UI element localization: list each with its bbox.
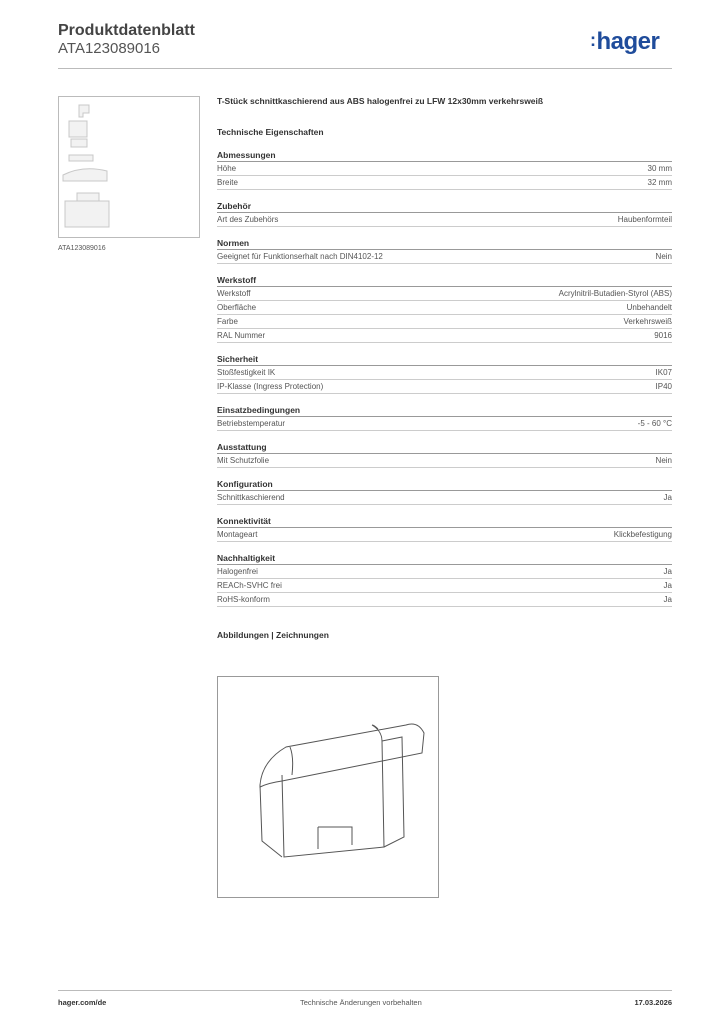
property-value: 30 mm (647, 164, 672, 173)
section-title: Nachhaltigkeit (217, 552, 672, 565)
property-row (217, 213, 672, 227)
property-label: Farbe (217, 317, 238, 326)
property-value: Klickbefestigung (613, 530, 672, 539)
section-title: Konnektivität (217, 515, 672, 528)
property-row (217, 565, 672, 579)
property-label: Art des Zubehörs (217, 215, 279, 224)
property-value: Nein (655, 456, 672, 465)
footer-website[interactable]: hager.com/de (58, 998, 107, 1007)
property-value: Ja (663, 567, 672, 576)
property-label: Mit Schutzfolie (217, 456, 270, 465)
logo-text: hager (596, 28, 660, 55)
section-title: Konfiguration (217, 478, 672, 491)
section-2 (217, 237, 672, 264)
property-value: Nein (655, 252, 672, 261)
property-value: Ja (663, 595, 672, 604)
property-label: Werkstoff (217, 289, 251, 298)
section-0 (217, 149, 672, 190)
section-4 (217, 353, 672, 394)
header-divider (58, 68, 672, 69)
product-parts-image (59, 97, 199, 237)
section-title: Zubehör (217, 200, 672, 213)
property-row (217, 454, 672, 468)
property-label: Halogenfrei (217, 567, 258, 576)
property-label: Stoßfestigkeit IK (217, 368, 276, 377)
property-value: Unbehandelt (626, 303, 672, 312)
t-piece-drawing (218, 677, 438, 897)
property-value: Ja (663, 581, 672, 590)
property-value: Acrylnitril-Butadien-Styrol (ABS) (558, 289, 672, 298)
property-value: 9016 (654, 331, 672, 340)
property-row (217, 329, 672, 343)
property-value: 32 mm (647, 178, 672, 187)
property-label: Höhe (217, 164, 237, 173)
property-row (217, 301, 672, 315)
property-label: Betriebstemperatur (217, 419, 286, 428)
section-title: Ausstattung (217, 441, 672, 454)
property-label: IP-Klasse (Ingress Protection) (217, 382, 324, 391)
property-value: -5 - 60 °C (637, 419, 672, 428)
property-label: Geeignet für Funktionserhalt nach DIN4102-12 (217, 252, 383, 261)
section-9 (217, 552, 672, 607)
product-drawing (217, 676, 439, 898)
section-3 (217, 274, 672, 343)
property-value: IK07 (655, 368, 672, 377)
property-row (217, 380, 672, 394)
property-value: Verkehrsweiß (623, 317, 672, 326)
figures-heading: Abbildungen | Zeichnungen (217, 630, 329, 640)
section-5 (217, 404, 672, 431)
property-label: Schnittkaschierend (217, 493, 285, 502)
property-row (217, 315, 672, 329)
property-row (217, 593, 672, 607)
section-7 (217, 478, 672, 505)
section-1 (217, 200, 672, 227)
property-value: Ja (663, 493, 672, 502)
property-row (217, 250, 672, 264)
footer-date: 17.03.2026 (634, 998, 672, 1007)
technical-properties-heading: Technische Eigenschaften (217, 127, 324, 137)
property-row (217, 287, 672, 301)
property-row (217, 417, 672, 431)
section-title: Sicherheit (217, 353, 672, 366)
product-thumbnail (58, 96, 200, 238)
article-number: ATA123089016 (58, 40, 161, 57)
property-label: Oberfläche (217, 303, 257, 312)
property-label: REACh-SVHC frei (217, 581, 282, 590)
property-row (217, 579, 672, 593)
property-value: Haubenformteil (617, 215, 672, 224)
footer-notice: Technische Änderungen vorbehalten (300, 998, 422, 1007)
property-row (217, 366, 672, 380)
section-title: Normen (217, 237, 672, 250)
property-label: RoHS-konform (217, 595, 270, 604)
document-title: Produktdatenblatt (58, 22, 195, 39)
property-label: Breite (217, 178, 238, 187)
property-label: RAL Nummer (217, 331, 266, 340)
main-content (217, 96, 672, 642)
section-title: Einsatzbedingungen (217, 404, 672, 417)
property-row (217, 528, 672, 542)
section-6 (217, 441, 672, 468)
product-description: T-Stück schnittkaschierend aus ABS halogenfrei zu LFW 12x30mm verkehrsweiß (217, 96, 544, 106)
thumbnail-caption: ATA123089016 (58, 245, 106, 252)
property-value: IP40 (655, 382, 672, 391)
section-title: Werkstoff (217, 274, 672, 287)
property-label: Montageart (217, 530, 258, 539)
property-row (217, 162, 672, 176)
section-title: Abmessungen (217, 149, 672, 162)
footer-divider (58, 990, 672, 991)
section-8 (217, 515, 672, 542)
property-row (217, 491, 672, 505)
property-row (217, 176, 672, 190)
hager-logo: :hager (590, 28, 660, 55)
property-sections (217, 149, 672, 607)
